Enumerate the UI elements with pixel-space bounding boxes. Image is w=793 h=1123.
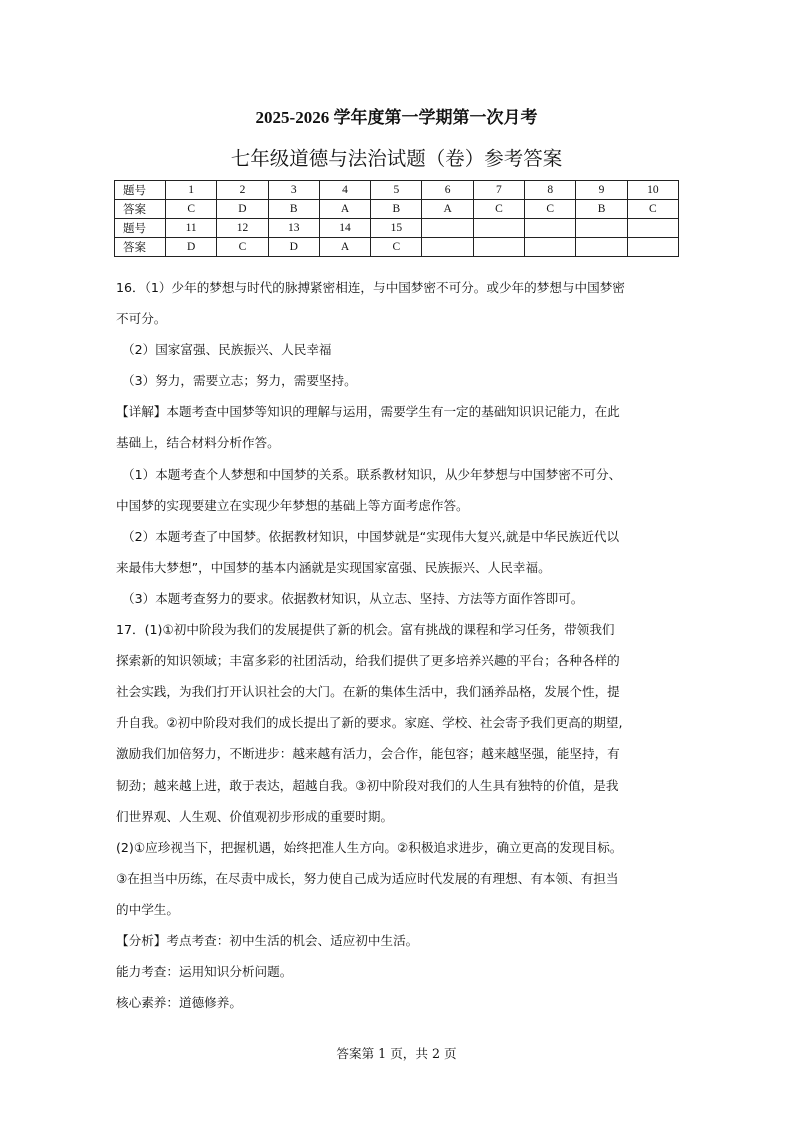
answer-table-cell: 4 [319, 181, 370, 200]
answer-table-cell: D [217, 200, 268, 219]
q17-analysis-line: 核心素养：道德修养。 [116, 995, 242, 1011]
answer-table-cell [422, 238, 473, 257]
answer-table-cell: B [268, 200, 319, 219]
exam-subtitle: 七年级道德与法治试题（卷）参考答案 [230, 147, 563, 170]
answer-table-row [115, 181, 679, 200]
q16-detail-line: 基础上，结合材料分析作答。 [116, 435, 280, 451]
answer-table-cell: C [525, 200, 576, 219]
answer-table-cell: C [473, 200, 524, 219]
answer-table-cell [525, 219, 576, 238]
answer-table-row-header: 题号 [115, 181, 166, 200]
q16-detail-line: 来最伟大梦想”，中国梦的基本内涵就是实现国家富强、民族振兴、人民幸福。 [116, 559, 551, 575]
q16-detail-line: 中国梦的实现要建立在实现少年梦想的基础上等方面考虑作答。 [116, 497, 469, 513]
answer-table-cell: C [371, 238, 422, 257]
q16-answer-line: 16．（1）少年的梦想与时代的脉搏紧密相连，与中国梦密不可分。或少年的梦想与中国梦密 [116, 280, 625, 295]
answer-table-cell: 12 [217, 219, 268, 238]
answer-table-cell [422, 219, 473, 238]
page-footer: 答案第 1 页，共 2 页 [336, 1046, 457, 1061]
q17-answer-line: 的中学生。 [116, 901, 179, 917]
answer-table-cell: 11 [166, 219, 217, 238]
q16-detail-line: 【详解】本题考查中国梦等知识的理解与运用，需要学生有一定的基础知识识记能力，在此 [116, 404, 620, 420]
answer-table-cell: 15 [371, 219, 422, 238]
answer-explanations [116, 272, 678, 1018]
answer-table-cell: 10 [627, 181, 678, 200]
q16-answer-line: （3）努力，需要立志；努力，需要坚持。 [122, 373, 357, 389]
q17-answer-line: 激励我们加倍努力，不断进步：越来越有活力，会合作，能包容；越来越坚强，能坚持，有 [116, 746, 620, 762]
q17-answer-line: 升自我。②初中阶段对我们的成长提出了新的要求。家庭、学校、社会寄予我们更高的期望, [116, 715, 623, 731]
answer-table-cell: 6 [422, 181, 473, 200]
answer-table-cell: 2 [217, 181, 268, 200]
answer-table-cell [576, 238, 627, 257]
answer-table-row [115, 200, 679, 219]
q17-analysis-line: 能力考查：运用知识分析问题。 [116, 964, 293, 980]
answer-table-cell: 9 [576, 181, 627, 200]
answer-table-cell: 3 [268, 181, 319, 200]
answer-table-row-header: 答案 [115, 238, 166, 257]
answer-table-cell: 5 [371, 181, 422, 200]
exam-title: 2025-2026 学年度第一学期第一次月考 [255, 108, 538, 127]
answer-table-cell [576, 219, 627, 238]
answer-table-cell: 8 [525, 181, 576, 200]
q16-answer-line: 不可分。 [116, 311, 167, 327]
answer-table-cell: C [217, 238, 268, 257]
answer-table-cell: 1 [166, 181, 217, 200]
q17-answer-line: (2)①应珍视当下，把握机遇，始终把准人生方向。②积极追求进步，确立更高的发现目标。 [116, 839, 623, 855]
q16-detail-line: （3）本题考查努力的要求。依据教材知识，从立志、坚持、方法等方面作答即可。 [122, 590, 584, 606]
answer-table-cell: C [166, 200, 217, 219]
answer-table-cell [627, 238, 678, 257]
q17-analysis-line: 【分析】考点考查：初中生活的机会、适应初中生活。 [116, 932, 419, 948]
answer-table-cell: C [627, 200, 678, 219]
q16-answer-line: （2）国家富强、民族振兴、人民幸福 [122, 342, 332, 358]
answer-table-cell: 13 [268, 219, 319, 238]
answer-table-cell: 14 [319, 219, 370, 238]
answer-table-cell: B [576, 200, 627, 219]
q16-detail-line: （1）本题考查个人梦想和中国梦的关系。联系教材知识，从少年梦想与中国梦密不可分、 [122, 466, 622, 482]
answer-table-cell: A [319, 238, 370, 257]
answer-table-cell [473, 238, 524, 257]
q17-answer-line: 们世界观、人生观、价值观初步形成的重要时期。 [116, 808, 394, 824]
answer-table [114, 180, 679, 257]
q17-answer-line: ③在担当中历练，在尽责中成长，努力使自己成为适应时代发展的有理想、有本领、有担当 [116, 870, 619, 886]
q17-answer-line: 探索新的知识领域；丰富多彩的社团活动，给我们提供了更多培养兴趣的平台；各种各样的 [116, 653, 620, 669]
q17-answer-line: 17．(1)①初中阶段为我们的发展提供了新的机会。富有挑战的课程和学习任务，带领我们 [116, 622, 615, 638]
answer-table-cell: A [422, 200, 473, 219]
answer-table-cell: D [166, 238, 217, 257]
answer-table-cell: B [371, 200, 422, 219]
answer-table-cell [627, 219, 678, 238]
answer-table-row-header: 题号 [115, 219, 166, 238]
q17-answer-line: 社会实践，为我们打开认识社会的大门。在新的集体生活中，我们涵养品格，发展个性，提 [116, 684, 620, 700]
answer-table-cell: D [268, 238, 319, 257]
answer-table-cell: A [319, 200, 370, 219]
answer-table-cell [525, 238, 576, 257]
answer-table-cell: 7 [473, 181, 524, 200]
answer-table-row [115, 238, 679, 257]
q17-answer-line: 韧劲；越来越上进，敢于表达，超越自我。③初中阶段对我们的人生具有独特的价值，是我 [116, 777, 619, 793]
q16-detail-line: （2）本题考查了中国梦。依据教材知识，中国梦就是“实现伟大复兴,就是中华民族近代以 [122, 528, 620, 544]
answer-table-row [115, 219, 679, 238]
answer-table-row-header: 答案 [115, 200, 166, 219]
answer-table-cell [473, 219, 524, 238]
